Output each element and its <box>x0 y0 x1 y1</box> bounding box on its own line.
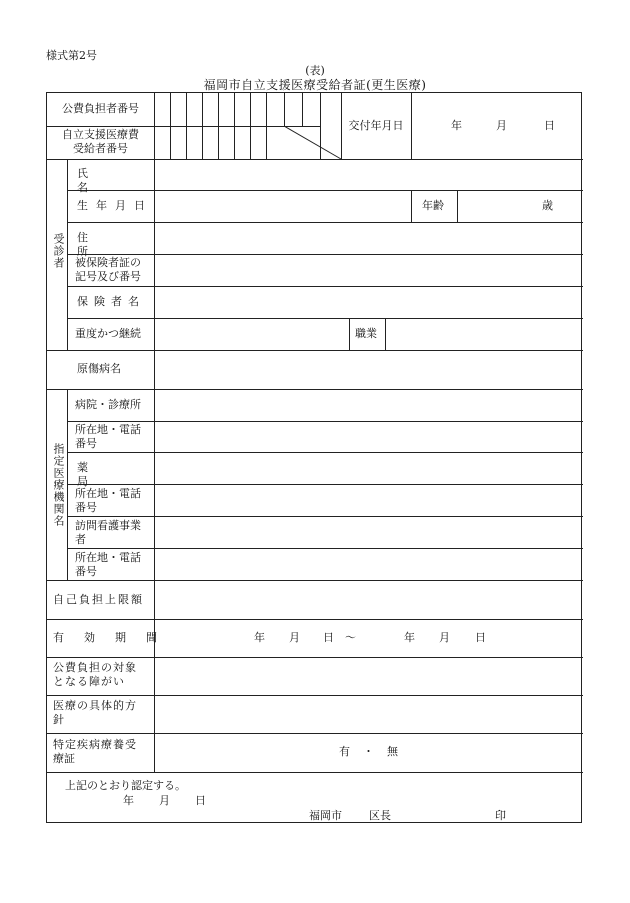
validity-end-month: 月 <box>439 631 450 644</box>
severe-continuous-label: 重度かつ継続 <box>75 327 141 340</box>
certify-day: 日 <box>195 794 206 807</box>
city-name: 福岡市 <box>309 809 342 822</box>
form-number: 様式第2号 <box>46 49 97 62</box>
divider <box>67 421 583 422</box>
nursing-label-line1: 訪問看護事業 <box>75 519 141 532</box>
target-disability-label-line1: 公費負担の対象 <box>53 661 137 674</box>
birth-date-label: 生年月日 <box>77 199 153 212</box>
divider <box>47 733 583 734</box>
divider <box>47 772 583 773</box>
separator-dot: ・ <box>363 745 374 758</box>
age-unit-label: 歳 <box>542 199 553 212</box>
age-label: 年齢 <box>422 199 444 212</box>
treatment-policy-label-line1: 医療の具体的方 <box>53 699 137 712</box>
insured-number-label-line2: 記号及び番号 <box>75 270 141 283</box>
issue-year-label: 年 <box>451 119 462 132</box>
validity-tilde: ～ <box>345 631 356 644</box>
divider <box>67 452 583 453</box>
pharmacy-label: 薬局 <box>77 461 142 488</box>
divider <box>67 318 583 319</box>
divider <box>411 190 412 222</box>
patient-group-label: 受診者 <box>52 233 65 269</box>
divider <box>154 350 155 389</box>
no-label: 無 <box>387 745 398 758</box>
page-title: 福岡市自立支援医療受給者証(更生医療) <box>203 78 427 92</box>
target-disability-label-line2: となる障がい <box>53 675 125 688</box>
validity-start-month: 月 <box>289 631 300 644</box>
nursing-address-label-line2: 番号 <box>75 565 97 578</box>
validity-end-day: 日 <box>475 631 486 644</box>
hospital-address-label-line1: 所在地・電話 <box>75 423 141 436</box>
occupation-label: 職業 <box>355 327 377 340</box>
hospital-address-label-line2: 番号 <box>75 437 97 450</box>
disease-name-label: 原傷病名 <box>77 362 121 375</box>
divider <box>457 190 458 222</box>
nursing-address-label-line1: 所在地・電話 <box>75 551 141 564</box>
recipient-number-label-line2: 受給者番号 <box>73 142 128 155</box>
specific-disease-label-line1: 特定疾病療養受 <box>53 738 137 751</box>
divider <box>47 159 583 160</box>
insurer-name-label: 保険者名 <box>77 295 145 308</box>
divider <box>67 548 583 549</box>
self-pay-cap-label: 自己負担上限額 <box>53 593 144 606</box>
divider <box>47 619 583 620</box>
divider <box>67 222 583 223</box>
divider <box>47 657 583 658</box>
insured-number-label-line1: 被保険者証の <box>75 256 141 269</box>
validity-start-year: 年 <box>254 631 265 644</box>
seal-mark: 印 <box>495 809 506 822</box>
public-payer-number-label: 公費負担者番号 <box>62 102 139 115</box>
yes-label: 有 <box>339 745 350 758</box>
issue-date-label: 交付年月日 <box>348 119 404 132</box>
nursing-label-line2: 者 <box>75 533 86 546</box>
issue-day-label: 日 <box>544 119 555 132</box>
hospital-label: 病院・診療所 <box>75 398 141 411</box>
issue-month-label: 月 <box>496 119 507 132</box>
recipient-number-label-line1: 自立支援医療費 <box>62 128 139 141</box>
treatment-policy-label-line2: 針 <box>53 713 64 726</box>
divider <box>67 516 583 517</box>
pharmacy-address-label-line2: 番号 <box>75 501 97 514</box>
divider <box>47 350 583 351</box>
ward-chief: 区長 <box>369 809 391 822</box>
certify-statement: 上記のとおり認定する。 <box>65 779 186 792</box>
divider <box>47 389 583 390</box>
validity-end-year: 年 <box>404 631 415 644</box>
divider <box>385 318 386 350</box>
side-label: (表) <box>305 64 325 77</box>
divider <box>154 580 155 772</box>
divider <box>67 286 583 287</box>
pharmacy-address-label-line1: 所在地・電話 <box>75 487 141 500</box>
address-label: 住所 <box>77 231 128 258</box>
validity-start-day: 日 <box>323 631 334 644</box>
validity-label: 有効期間 <box>53 631 177 644</box>
specific-disease-label-line2: 療証 <box>53 752 75 765</box>
institution-group-label: 指定医療機関名 <box>52 443 65 527</box>
name-label: 氏名 <box>77 167 142 194</box>
certify-month: 月 <box>159 794 170 807</box>
divider <box>47 695 583 696</box>
divider <box>349 318 350 350</box>
certificate-table <box>46 92 582 823</box>
divider <box>47 580 583 581</box>
certify-year: 年 <box>123 794 134 807</box>
